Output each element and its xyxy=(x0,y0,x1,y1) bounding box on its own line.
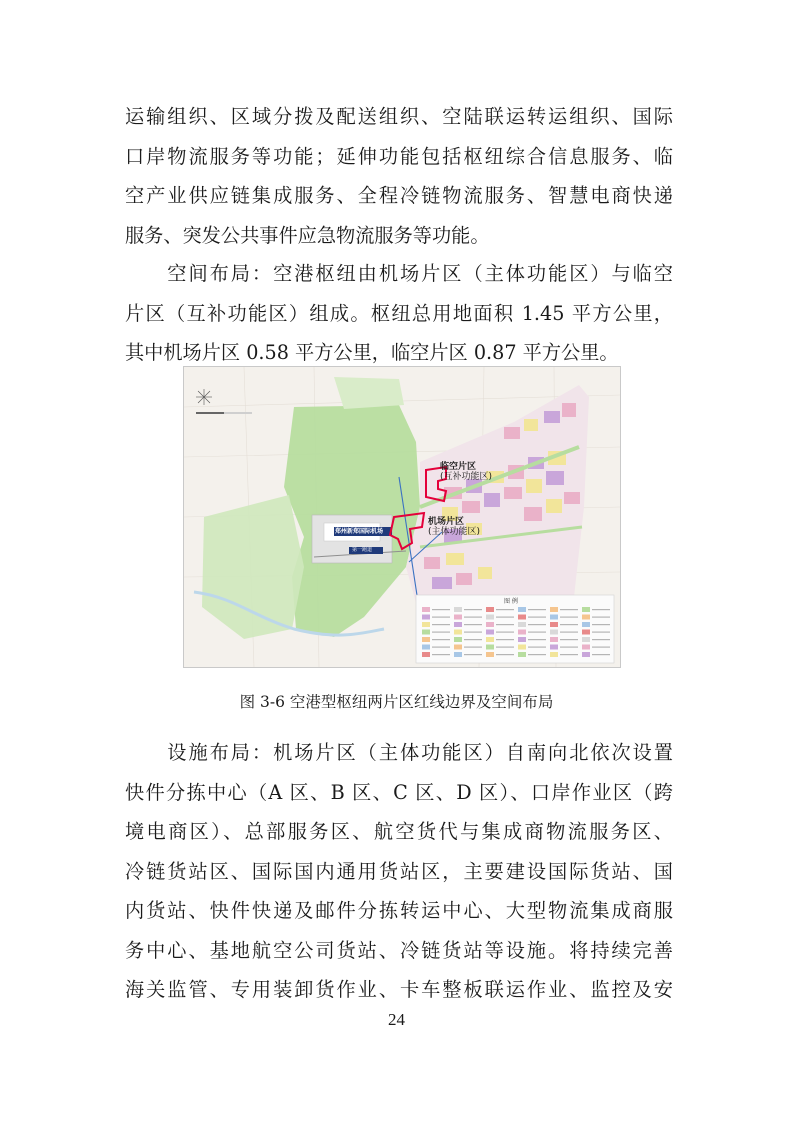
legend-text-placeholder xyxy=(464,647,482,648)
jichang-area-label xyxy=(428,517,480,537)
linkong-area-title: 临空片区 xyxy=(440,462,477,472)
legend-text-placeholder xyxy=(560,617,578,618)
text-line: 片区（互补功能区）组成。枢纽总用地面积 1.45 平方公里， xyxy=(125,301,673,325)
legend-text-placeholder xyxy=(592,639,610,640)
text-line: 设施布局：机场片区（主体功能区）自南向北依次设置 xyxy=(125,741,673,764)
legend-swatch xyxy=(422,630,430,635)
paragraph-2 xyxy=(125,254,673,373)
legend-text-placeholder xyxy=(432,639,450,640)
legend-swatch xyxy=(582,652,590,657)
legend-text-placeholder xyxy=(432,654,450,655)
text-line: 境电商区）、总部服务区、航空货代与集成商物流服务区、 xyxy=(125,820,673,843)
legend-text-placeholder xyxy=(464,632,482,633)
legend-text-placeholder xyxy=(592,647,610,648)
legend-swatch xyxy=(550,607,558,612)
legend-text-placeholder xyxy=(560,632,578,633)
runway-label: 第一跑道 xyxy=(352,547,373,553)
legend-swatch xyxy=(550,637,558,642)
legend-text-placeholder xyxy=(464,639,482,640)
legend-text-placeholder xyxy=(528,609,546,610)
legend-swatch xyxy=(486,622,494,627)
jichang-area-title: 机场片区 xyxy=(428,517,465,527)
legend-text-placeholder xyxy=(592,617,610,618)
legend-text-placeholder xyxy=(432,617,450,618)
legend-swatch xyxy=(582,630,590,635)
legend-swatch xyxy=(486,615,494,620)
legend-text-placeholder xyxy=(528,617,546,618)
legend-swatch xyxy=(518,630,526,635)
legend-swatch xyxy=(486,637,494,642)
map-figure xyxy=(183,366,621,668)
legend-swatch xyxy=(550,630,558,635)
legend-text-placeholder xyxy=(528,654,546,655)
linkong-area-label xyxy=(440,462,492,482)
airport-name-label: 郑州新郑国际机场 xyxy=(335,528,384,535)
legend-swatch xyxy=(518,637,526,642)
legend-text-placeholder xyxy=(432,632,450,633)
legend-text-placeholder xyxy=(464,654,482,655)
legend-text-placeholder xyxy=(496,647,514,648)
jichang-area-subtitle: (主体功能区) xyxy=(428,527,481,537)
legend-swatch xyxy=(454,622,462,627)
legend-swatch xyxy=(454,645,462,650)
legend-text-placeholder xyxy=(432,609,450,610)
figure-caption: 图 3-6 空港型枢纽两片区红线边界及空间布局 xyxy=(239,693,554,711)
paragraph-3 xyxy=(125,733,673,1010)
legend-swatch xyxy=(422,615,430,620)
legend-text-placeholder xyxy=(432,647,450,648)
text-line: 内货站、快件快递及邮件分拣转运中心、大型物流集成商服 xyxy=(125,899,673,922)
legend-swatch xyxy=(582,637,590,642)
text-line: 快件分拣中心（A 区、B 区、C 区、D 区）、口岸作业区（跨 xyxy=(125,780,673,804)
text-line: 服务、突发公共事件应急物流服务等功能。 xyxy=(125,223,490,247)
legend-swatch xyxy=(550,615,558,620)
legend-swatch xyxy=(582,615,590,620)
legend-text-placeholder xyxy=(496,639,514,640)
legend-swatch xyxy=(486,630,494,635)
legend-swatch xyxy=(454,607,462,612)
map-image xyxy=(184,367,620,667)
text-line: 空间布局：空港枢纽由机场片区（主体功能区）与临空 xyxy=(125,262,673,285)
legend-swatch xyxy=(422,622,430,627)
text-line: 其中机场片区 0.58 平方公里，临空片区 0.87 平方公里。 xyxy=(125,341,619,364)
legend-text-placeholder xyxy=(592,609,610,610)
legend-swatch xyxy=(422,607,430,612)
legend-swatch xyxy=(454,615,462,620)
legend-swatch xyxy=(518,645,526,650)
legend-text-placeholder xyxy=(496,632,514,633)
legend-text-placeholder xyxy=(464,609,482,610)
legend-swatch xyxy=(454,630,462,635)
text-line: 空产业供应链集成服务、全程冷链物流服务、智慧电商快递 xyxy=(125,184,673,207)
legend-text-placeholder xyxy=(528,632,546,633)
legend-swatch xyxy=(486,645,494,650)
text-line: 务中心、基地航空公司货站、冷链货站等设施。将持续完善 xyxy=(125,938,673,962)
legend-text-placeholder xyxy=(432,624,450,625)
legend-swatch xyxy=(518,607,526,612)
legend-text-placeholder xyxy=(528,647,546,648)
page-number: 24 xyxy=(388,1010,405,1029)
legend-text-placeholder xyxy=(592,654,610,655)
legend-swatch xyxy=(582,645,590,650)
legend-swatch xyxy=(550,645,558,650)
legend-text-placeholder xyxy=(560,609,578,610)
legend-swatch xyxy=(422,645,430,650)
legend-text-placeholder xyxy=(496,617,514,618)
legend-swatch xyxy=(518,615,526,620)
legend-swatch xyxy=(454,637,462,642)
text-line: 海关监管、专用装卸货作业、卡车整板联运作业、监控及安 xyxy=(125,978,673,1001)
legend-swatch xyxy=(454,652,462,657)
legend-text-placeholder xyxy=(496,609,514,610)
text-line: 冷链货站区、国际国内通用货站区，主要建设国际货站、国 xyxy=(125,859,673,883)
legend-swatch xyxy=(486,607,494,612)
legend-text-placeholder xyxy=(592,624,610,625)
legend-text-placeholder xyxy=(560,654,578,655)
legend-swatch xyxy=(486,652,494,657)
legend-swatch xyxy=(518,652,526,657)
legend-text-placeholder xyxy=(464,624,482,625)
legend-title: 图 例 xyxy=(504,598,518,605)
legend-text-placeholder xyxy=(496,624,514,625)
text-line: 运输组织、区域分拨及配送组织、空陆联运转运组织、国际 xyxy=(125,105,673,128)
legend-text-placeholder xyxy=(528,624,546,625)
linkong-area-subtitle: (互补功能区) xyxy=(440,472,493,482)
legend-swatch xyxy=(582,622,590,627)
legend-text-placeholder xyxy=(560,639,578,640)
paragraph-1 xyxy=(125,97,673,255)
legend-swatch xyxy=(422,637,430,642)
legend-text-placeholder xyxy=(560,624,578,625)
legend-swatch xyxy=(518,622,526,627)
legend-text-placeholder xyxy=(592,632,610,633)
legend-swatch xyxy=(550,622,558,627)
legend-swatch xyxy=(582,607,590,612)
legend-text-placeholder xyxy=(496,654,514,655)
text-line: 口岸物流服务等功能；延伸功能包括枢纽综合信息服务、临 xyxy=(125,144,673,168)
legend-text-placeholder xyxy=(560,647,578,648)
legend-swatch xyxy=(550,652,558,657)
legend-text-placeholder xyxy=(464,617,482,618)
legend-swatch xyxy=(422,652,430,657)
legend-text-placeholder xyxy=(528,639,546,640)
